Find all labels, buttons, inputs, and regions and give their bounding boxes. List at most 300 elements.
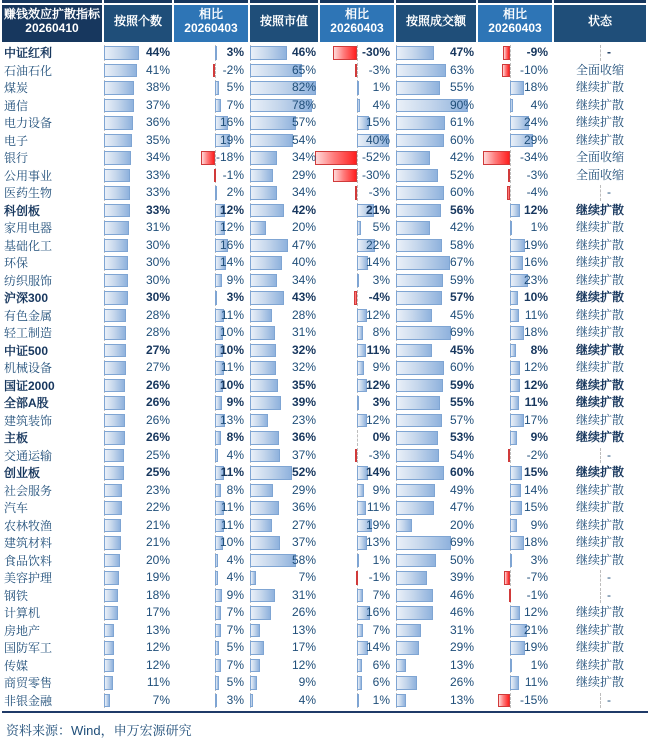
positive-data-bar [510, 676, 519, 690]
axis-line [600, 588, 601, 604]
compare-cell [174, 464, 248, 482]
measure-cell [250, 622, 318, 640]
row-label: 农林牧渔 [4, 518, 53, 533]
compare-cell [478, 62, 552, 80]
value-label: 9% [226, 587, 244, 602]
value-label: 9% [226, 272, 244, 287]
compare-cell [174, 289, 248, 307]
positive-data-bar [357, 694, 359, 708]
status-text: 继续扩散 [575, 360, 624, 374]
status-text: 继续扩散 [575, 220, 624, 234]
status-cell [554, 44, 646, 62]
data-bar [396, 414, 442, 428]
value-label: 11% [524, 307, 548, 322]
data-bar [104, 81, 134, 95]
row-label: 钢铁 [4, 588, 29, 603]
data-bar [104, 624, 114, 638]
table-row [2, 517, 648, 535]
status-dash: - [607, 587, 611, 602]
data-bar [396, 396, 440, 410]
value-label: 7% [372, 622, 390, 637]
compare-cell [174, 587, 248, 605]
value-label: 7% [152, 692, 170, 707]
data-bar [250, 431, 279, 445]
status-text: 继续扩散 [575, 412, 624, 427]
compare-cell [478, 377, 552, 395]
compare-cell [320, 202, 394, 220]
compare-cell [174, 534, 248, 552]
negative-data-bar [333, 169, 357, 183]
measure-cell [250, 552, 318, 570]
value-label: 9% [372, 360, 390, 374]
value-label: 44% [145, 45, 170, 59]
positive-data-bar [510, 414, 524, 428]
table-body [2, 44, 648, 709]
data-bar [396, 676, 417, 690]
data-bar [250, 239, 288, 253]
data-bar [250, 571, 256, 585]
axis-line [357, 168, 358, 184]
value-label: -15% [519, 692, 548, 707]
positive-data-bar [215, 186, 217, 200]
positive-data-bar [510, 536, 524, 550]
compare-cell [320, 132, 394, 150]
table-row [2, 62, 648, 80]
measure-cell [104, 97, 172, 115]
axis-line [357, 45, 358, 61]
header-cell-3: 按照市值 [250, 0, 318, 42]
value-label: 3% [226, 45, 244, 59]
positive-data-bar [357, 361, 364, 375]
positive-data-bar [215, 571, 218, 585]
measure-cell [104, 412, 172, 430]
value-label: 13% [145, 622, 170, 637]
row-label: 有色金属 [4, 308, 53, 323]
header-cell-7: 状态 [554, 0, 646, 42]
measure-cell [396, 657, 476, 675]
value-label: 11% [220, 517, 244, 532]
compare-cell [174, 517, 248, 535]
status-text: 继续扩散 [575, 132, 624, 147]
row-label: 公用事业 [4, 168, 53, 183]
status-cell [554, 114, 646, 132]
value-label: 69% [449, 325, 474, 339]
compare-cell [478, 692, 552, 710]
value-label: 7% [226, 657, 244, 672]
compare-cell [174, 692, 248, 710]
measure-cell [104, 289, 172, 307]
positive-data-bar [215, 641, 219, 655]
compare-cell [320, 534, 394, 552]
table-row [2, 219, 648, 237]
positive-data-bar [510, 204, 520, 218]
measure-cell [396, 447, 476, 465]
value-label: -3% [368, 62, 390, 77]
row-label: 建筑材料 [4, 536, 53, 551]
value-label: -4% [368, 290, 390, 304]
value-label: 56% [449, 202, 474, 217]
compare-cell [478, 289, 552, 307]
status-cell [554, 97, 646, 115]
status-cell [554, 289, 646, 307]
value-label: 1% [372, 692, 390, 707]
value-label: 46% [449, 605, 474, 619]
value-label: 14% [523, 482, 548, 497]
value-label: 27% [145, 342, 170, 357]
value-label: 19% [365, 517, 390, 532]
data-bar [250, 221, 266, 235]
status-cell [554, 587, 646, 605]
value-label: 19% [145, 570, 170, 584]
compare-cell [478, 394, 552, 412]
status-cell [554, 692, 646, 710]
value-label: -1% [222, 167, 244, 182]
data-bar [104, 659, 114, 673]
measure-cell [396, 307, 476, 325]
value-label: 41% [145, 62, 170, 77]
value-label: 47% [449, 45, 474, 59]
measure-cell [104, 552, 172, 570]
value-label: -2% [526, 447, 548, 462]
value-label: 26% [291, 605, 316, 619]
compare-cell [174, 97, 248, 115]
data-bar [250, 46, 287, 60]
status-cell [554, 237, 646, 255]
value-label: 10% [219, 535, 244, 549]
value-label: 25% [145, 465, 170, 479]
negative-data-bar [509, 589, 511, 603]
measure-cell [396, 97, 476, 115]
value-label: 37% [291, 447, 316, 462]
status-cell [554, 342, 646, 360]
value-label: 12% [365, 377, 390, 392]
value-label: 57% [449, 290, 474, 304]
status-cell [554, 149, 646, 167]
measure-cell [250, 272, 318, 290]
value-label: 34% [145, 150, 170, 164]
value-label: 61% [449, 115, 474, 129]
compare-cell [478, 569, 552, 587]
positive-data-bar [510, 641, 525, 655]
compare-cell [478, 429, 552, 447]
measure-cell [250, 464, 318, 482]
table-row [2, 289, 648, 307]
measure-cell [104, 167, 172, 185]
status-cell [554, 62, 646, 80]
value-label: 31% [291, 587, 316, 602]
value-label: 33% [145, 185, 170, 199]
value-label: 23% [523, 272, 548, 287]
row-label: 非银金融 [4, 693, 53, 708]
positive-data-bar [215, 46, 217, 60]
value-label: 12% [145, 640, 170, 654]
measure-cell [250, 97, 318, 115]
measure-cell [396, 62, 476, 80]
negative-data-bar [498, 694, 510, 708]
status-cell [554, 132, 646, 150]
value-label: 4% [226, 570, 244, 584]
value-label: 36% [145, 115, 170, 129]
compare-cell [174, 657, 248, 675]
measure-cell [104, 114, 172, 132]
data-bar [104, 134, 132, 148]
value-label: -1% [526, 587, 548, 602]
status-cell [554, 447, 646, 465]
value-label: 21% [365, 202, 390, 217]
data-bar [250, 291, 284, 305]
row-label: 轻工制造 [4, 326, 53, 341]
data-bar [396, 309, 432, 323]
data-bar [104, 186, 130, 200]
table-row [2, 307, 648, 325]
value-label: 35% [291, 377, 316, 392]
data-bar [104, 221, 129, 235]
value-label: 9% [226, 395, 244, 409]
value-label: 17% [145, 605, 170, 619]
axis-line [600, 693, 601, 709]
value-label: 18% [523, 325, 548, 339]
positive-data-bar [510, 361, 520, 375]
measure-cell [396, 254, 476, 272]
data-bar [396, 46, 434, 60]
data-bar [396, 431, 438, 445]
negative-data-bar [315, 151, 357, 165]
row-label: 纺织服饰 [4, 273, 53, 288]
measure-cell [250, 324, 318, 342]
measure-cell [250, 429, 318, 447]
status-text: 继续扩散 [575, 202, 624, 217]
value-label: 34% [291, 272, 316, 287]
status-text: 继续扩散 [575, 255, 624, 269]
positive-data-bar [215, 676, 219, 690]
data-bar [396, 554, 436, 568]
data-bar [104, 396, 125, 410]
positive-data-bar [215, 484, 221, 498]
value-label: 21% [145, 517, 170, 532]
value-label: 55% [449, 80, 474, 94]
measure-cell [250, 149, 318, 167]
data-bar [250, 361, 276, 375]
measure-cell [250, 587, 318, 605]
positive-data-bar [357, 221, 361, 235]
table-row [2, 44, 648, 62]
measure-cell [396, 219, 476, 237]
value-label: 59% [449, 377, 474, 392]
table-row [2, 499, 648, 517]
measure-cell [396, 639, 476, 657]
value-label: 20% [291, 220, 316, 234]
value-label: 67% [449, 255, 474, 269]
measure-cell [104, 429, 172, 447]
measure-cell [396, 482, 476, 500]
table-row [2, 167, 648, 185]
compare-cell [478, 149, 552, 167]
axis-line [600, 45, 601, 61]
compare-cell [478, 657, 552, 675]
status-text: 继续扩散 [575, 395, 624, 409]
value-label: 30% [145, 237, 170, 252]
value-label: 54% [291, 132, 316, 147]
positive-data-bar [510, 659, 512, 673]
compare-cell [320, 62, 394, 80]
compare-cell [174, 219, 248, 237]
axis-line [600, 570, 601, 586]
value-label: 7% [372, 587, 390, 602]
table-row [2, 359, 648, 377]
positive-data-bar [215, 431, 221, 445]
status-cell [554, 517, 646, 535]
value-label: -7% [526, 570, 548, 584]
measure-cell [396, 114, 476, 132]
status-text: 继续扩散 [575, 325, 624, 339]
data-bar [104, 589, 118, 603]
data-bar [104, 431, 125, 445]
status-cell [554, 482, 646, 500]
compare-cell [174, 342, 248, 360]
value-label: 58% [449, 237, 474, 252]
positive-data-bar [357, 326, 363, 340]
data-bar [250, 274, 277, 288]
status-cell [554, 272, 646, 290]
compare-cell [320, 499, 394, 517]
value-label: 52% [449, 167, 474, 182]
row-label: 建筑装饰 [4, 413, 53, 428]
value-label: 14% [365, 465, 390, 479]
value-label: 33% [145, 167, 170, 182]
compare-cell [174, 499, 248, 517]
value-label: 23% [145, 482, 170, 497]
positive-data-bar [357, 501, 366, 515]
measure-cell [104, 692, 172, 710]
negative-data-bar [355, 449, 357, 463]
data-bar [250, 501, 279, 515]
status-text: 全面收缩 [575, 167, 624, 182]
value-label: 3% [372, 395, 390, 409]
measure-cell [396, 272, 476, 290]
value-label: 26% [449, 675, 474, 689]
table-row [2, 149, 648, 167]
positive-data-bar [357, 99, 360, 113]
measure-cell [104, 377, 172, 395]
measure-cell [396, 79, 476, 97]
compare-cell [320, 517, 394, 535]
measure-cell [396, 132, 476, 150]
compare-cell [320, 44, 394, 62]
value-label: -34% [519, 150, 548, 164]
data-bar [396, 151, 430, 165]
data-bar [104, 361, 126, 375]
status-cell [554, 307, 646, 325]
compare-cell [478, 447, 552, 465]
measure-cell [250, 114, 318, 132]
measure-cell [396, 464, 476, 482]
value-label: 31% [449, 622, 474, 637]
status-text: 继续扩散 [575, 97, 624, 112]
value-label: 47% [291, 237, 316, 252]
data-bar [104, 694, 110, 708]
measure-cell [250, 534, 318, 552]
value-label: 10% [523, 290, 548, 304]
status-cell [554, 202, 646, 220]
data-bar [396, 344, 432, 358]
compare-cell [174, 324, 248, 342]
measure-cell [396, 674, 476, 692]
data-bar [250, 151, 277, 165]
compare-cell [320, 342, 394, 360]
measure-cell [396, 692, 476, 710]
value-label: 27% [291, 517, 316, 532]
status-text: 继续扩散 [575, 342, 624, 357]
positive-data-bar [510, 239, 525, 253]
header-cell-0: 赚钱效应扩散指标 20260410 [2, 0, 102, 42]
status-dash: - [607, 692, 611, 707]
data-bar [250, 396, 281, 410]
data-bar [250, 624, 260, 638]
positive-data-bar [215, 589, 222, 603]
compare-cell [320, 324, 394, 342]
status-text: 继续扩散 [575, 605, 624, 619]
compare-cell [478, 552, 552, 570]
row-label: 交通运输 [4, 448, 53, 463]
positive-data-bar [357, 484, 364, 498]
status-text: 继续扩散 [575, 500, 624, 514]
data-bar [104, 99, 134, 113]
value-label: 82% [291, 80, 316, 94]
status-text: 继续扩散 [575, 552, 624, 567]
data-bar [396, 589, 433, 603]
data-bar [104, 64, 137, 78]
value-label: 18% [523, 535, 548, 549]
data-bar [396, 641, 419, 655]
value-label: 0% [372, 430, 390, 444]
table-row [2, 639, 648, 657]
compare-cell [320, 219, 394, 237]
status-cell [554, 394, 646, 412]
value-label: 30% [145, 272, 170, 287]
status-text: 继续扩散 [575, 640, 624, 654]
table-row [2, 692, 648, 710]
compare-cell [174, 377, 248, 395]
value-label: 28% [145, 325, 170, 339]
positive-data-bar [215, 659, 221, 673]
value-label: -9% [526, 45, 548, 59]
value-label: 16% [219, 237, 244, 252]
value-label: 13% [365, 535, 390, 549]
data-bar [104, 169, 130, 183]
value-label: 11% [524, 395, 548, 409]
data-bar [396, 134, 444, 148]
value-label: 78% [291, 97, 316, 112]
value-label: 10% [219, 377, 244, 392]
table-row [2, 254, 648, 272]
compare-cell [174, 237, 248, 255]
measure-cell [104, 307, 172, 325]
positive-data-bar [215, 99, 221, 113]
value-label: 16% [219, 115, 244, 129]
table-row [2, 132, 648, 150]
compare-cell [320, 622, 394, 640]
header-cell-1: 按照个数 [104, 0, 172, 42]
data-bar [396, 64, 446, 78]
axis-line [600, 185, 601, 201]
measure-cell [104, 202, 172, 220]
measure-cell [104, 79, 172, 97]
compare-cell [320, 394, 394, 412]
negative-data-bar [214, 169, 216, 183]
data-bar [396, 484, 435, 498]
compare-cell [478, 167, 552, 185]
status-cell [554, 464, 646, 482]
